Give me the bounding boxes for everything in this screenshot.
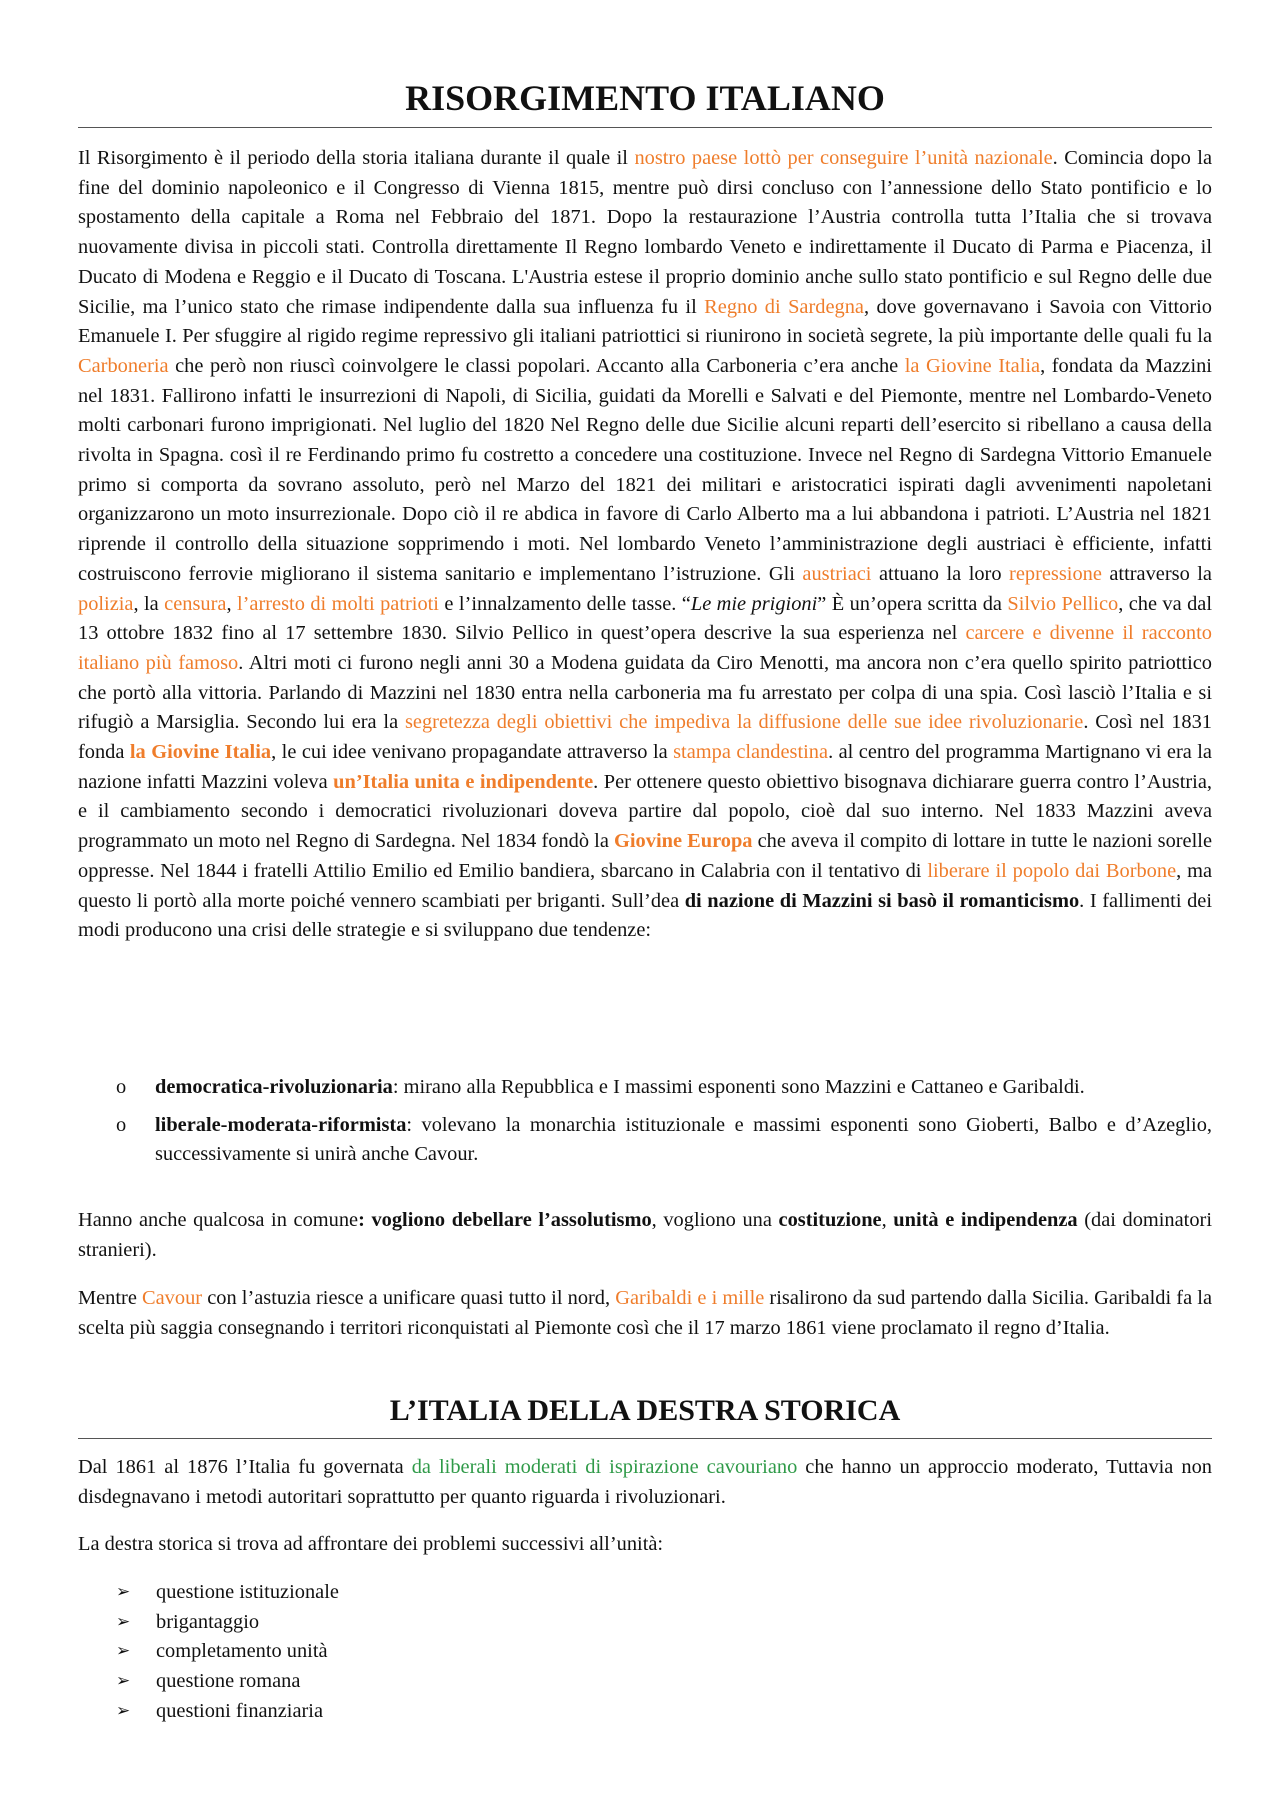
text-run: Silvio Pellico bbox=[1007, 592, 1119, 615]
text-run: . Così nel 1831 fonda bbox=[78, 711, 1213, 764]
text-run: stampa clandestina bbox=[673, 741, 829, 764]
text-run: Garibaldi e i mille bbox=[615, 1287, 765, 1309]
list-item bbox=[78, 1111, 1212, 1170]
text-run: repressione bbox=[1009, 562, 1102, 585]
text-run: carcere e divenne il racconto italiano più famoso bbox=[78, 622, 1212, 674]
text-run: , dove governavano i Savoia con Vittorio Emanuele I. Per sfuggire al rigido regime repressivo gli italiani patriottici si riunirono in società segrete, la più importante delle quali fu la bbox=[78, 295, 1212, 348]
list-item-text: brigantaggio bbox=[156, 1610, 260, 1633]
arrow-bullet-icon: ➢ bbox=[116, 1582, 131, 1602]
list-item-text: : mirano alla Repubblica e I massimi esponenti sono Mazzini e Cattaneo e Garibaldi. bbox=[392, 1076, 1085, 1098]
arrow-bullet-icon: ➢ bbox=[116, 1611, 131, 1632]
list-item-text: questione istituzionale bbox=[156, 1581, 339, 1603]
text-run: ” È un’opera scritta da bbox=[817, 592, 1008, 615]
text-run: Giovine Europa bbox=[614, 830, 753, 853]
text-run: risalirono da sud partendo dalla Sicilia. Garibaldi fa la scelta più saggia consegnando i territori riconquistati al Piemonte così che il 17 marzo 1861 viene proclamato il regno d’Italia. bbox=[78, 1287, 1212, 1339]
problems-list bbox=[78, 1578, 339, 1727]
text-run: , ma questo li portò alla morte poiché vennero scambiati per briganti. Sull’dea bbox=[78, 859, 1213, 912]
text-run: che hanno un approccio moderato, Tuttavia non disdegnavano i metodi autoritari soprattutto per quanto riguarda i rivoluzionari. bbox=[78, 1456, 1212, 1508]
text-run: unità e indipendenza bbox=[893, 1209, 1078, 1231]
text-run: che aveva il compito di lottare in tutte le nazioni sorelle oppresse. Nel 1844 i fratelli Attilio Emilio ed Emilio bandiera, sbarcano in Calabria con il tentativo di bbox=[78, 830, 1212, 882]
text-run: di nazione di Mazzini si basò il romanticismo bbox=[684, 889, 1080, 912]
circle-bullet-icon: o bbox=[116, 1076, 127, 1098]
cavour-garibaldi-paragraph bbox=[78, 1284, 1212, 1343]
text-run: Hanno anche qualcosa in comune bbox=[78, 1209, 359, 1231]
problems-intro: La destra storica si trova ad affrontare dei problemi successivi all’unità: bbox=[78, 1533, 664, 1555]
text-run: , le cui idee venivano propagandate attraverso la bbox=[271, 741, 674, 764]
destra-paragraph bbox=[78, 1453, 1212, 1512]
text-run: Il Risorgimento è il periodo della storia italiana durante il quale il bbox=[78, 147, 635, 169]
text-run: segretezza degli obiettivi che impediva la diffusione delle sue idee rivoluzionarie bbox=[405, 711, 1084, 734]
text-run: . al centro del programma Martignano vi era la nazione infatti Mazzini voleva bbox=[78, 741, 1212, 793]
tendenze-list bbox=[78, 1073, 1212, 1178]
list-item-text: questioni finanziaria bbox=[156, 1699, 324, 1722]
list-item bbox=[78, 1608, 339, 1638]
text-run: Regno di Sardegna bbox=[704, 295, 864, 318]
list-item-label: democratica-rivoluzionaria bbox=[155, 1076, 393, 1098]
text-run: l’arresto di molti patrioti bbox=[236, 592, 439, 615]
text-run: un’Italia unita e indipendente bbox=[333, 770, 594, 793]
text-run: , vogliono una bbox=[651, 1209, 779, 1231]
text-run: attraverso la bbox=[1101, 562, 1212, 585]
title-divider bbox=[78, 127, 1212, 128]
arrow-bullet-icon: ➢ bbox=[116, 1671, 131, 1692]
text-run: . Comincia dopo la fine del dominio napoleonico e il Congresso di Vienna 1815, mentre può dirsi concluso con l’annessione dello Stato pontificio e lo spostamento della capitale a Roma nel Febbraio del 1871. Dopo la restaurazione l’Austria controlla tutta l’Italia che si trovava nuovamente divisa in piccoli stati. Controlla direttamente Il Regno lombardo Veneto e indirettamente il Ducato di Parma e Piacenza, il Ducato di Modena e Reggio e il Ducato di Toscana. L'Austria estese il proprio dominio anche sullo stato pontificio e sul Regno delle due Sicilie, ma l’unico stato che rimase indipendente dalla sua influenza fu il bbox=[78, 147, 1212, 318]
text-run: , che va dal 13 ottobre 1832 fino al 17 settembre 1830. Silvio Pellico in quest’opera descrive la sua esperienza nel bbox=[78, 592, 1213, 645]
intro-paragraph bbox=[78, 144, 1212, 946]
text-run: Dal 1861 al 1876 l’Italia fu governata bbox=[78, 1456, 412, 1478]
list-item-label: liberale-moderata-riformista bbox=[155, 1113, 407, 1136]
text-run: con l’astuzia riesce a unificare quasi tutto il nord, bbox=[202, 1287, 616, 1309]
list-item bbox=[78, 1578, 339, 1608]
list-item bbox=[78, 1697, 339, 1727]
text-run: nostro paese lottò per conseguire l’unità nazionale bbox=[634, 147, 1053, 169]
text-run: la Giovine Italia bbox=[904, 354, 1041, 377]
text-run: , bbox=[226, 592, 237, 615]
text-run: , fondata da Mazzini nel 1831. Fallirono infatti le insurrezioni di Napoli, di Sicilia, guidati da Morelli e Salvati e del Piemonte, mentre nel Lombardo-Veneto molti carbonari furono imprigionati. Nel luglio del 1820 Nel Regno delle due Sicilie alcuni reparti dell’esercito si ribellano a causa della rivolta in Spagna. così il re Ferdinando primo fu costretto a concedere una costituzione. Invece nel Regno di Sardegna Vittorio Emanuele primo si comporta da sovrano assoluto, però nel Marzo del 1821 dei militari e aristocratici ispirati dagli avvenimenti napoletani organizzarono un moto insurrezionale. Dopo ciò il re abdica in favore di Carlo Alberto ma a lui abbandona i patrioti. L’Austria nel 1821 riprende il controllo della situazione sopprimendo i moti. Nel lombardo Veneto l’amministrazione degli austriaci è efficiente, infatti costruiscono ferrovie migliorano il sistema sanitario e implementano l’istruzione. Gli bbox=[78, 354, 1212, 585]
list-item bbox=[78, 1667, 339, 1697]
text-run: polizia bbox=[78, 592, 134, 615]
text-run: e l’innalzamento delle tasse. “ bbox=[438, 592, 691, 615]
text-run: costituzione bbox=[778, 1209, 882, 1231]
text-run: che però non riuscì coinvolgere le classi popolari. Accanto alla Carboneria c’era anche bbox=[168, 354, 905, 377]
text-run: la Giovine Italia bbox=[129, 741, 272, 764]
text-run: liberare il popolo dai Borbone bbox=[927, 859, 1177, 882]
list-item bbox=[78, 1073, 1212, 1103]
list-item-text: questione romana bbox=[156, 1670, 301, 1693]
text-run: Carboneria bbox=[78, 354, 169, 377]
section-divider bbox=[78, 1438, 1212, 1439]
page-title: RISORGIMENTO ITALIANO bbox=[405, 78, 885, 118]
text-run: . Per ottenere questo obiettivo bisognava dichiarare guerra contro l’Austria, e il cambiamento secondo i democratici rivoluzionari doveva partire dal popolo, cioè dal suo interno. Nel 1833 Mazzini aveva programmato un moto nel Regno di Sardegna. Nel 1834 fondò la bbox=[78, 770, 1212, 853]
circle-bullet-icon: o bbox=[116, 1113, 127, 1136]
text-run: (dai dominatori stranieri). bbox=[78, 1209, 1212, 1261]
text-run: , bbox=[881, 1209, 894, 1231]
text-run: da liberali moderati di ispirazione cavouriano bbox=[411, 1456, 798, 1478]
common-goals-paragraph bbox=[78, 1206, 1212, 1265]
text-run: censura bbox=[164, 592, 227, 615]
list-item-text: : volevano la monarchia istituzionale e massimi esponenti sono Gioberti, Balbo e d’Azeglio, successivamente si unirà anche Cavour. bbox=[155, 1113, 1212, 1166]
text-run: austriaci bbox=[802, 562, 872, 585]
text-run: , la bbox=[133, 592, 165, 615]
text-run: . Altri moti ci furono negli anni 30 a Modena guidata da Ciro Menotti, ma ancora non c’era quello spirito patriottico che portò alla vittoria. Parlando di Mazzini nel 1830 entra nella carboneria ma fu arrestato per colpa di una spia. Così lasciò l’Italia e si rifugiò a Marsiglia. Secondo lui era la bbox=[78, 651, 1213, 734]
text-run: . I fallimenti dei modi producono una crisi delle strategie e si sviluppano due tendenze: bbox=[78, 889, 1212, 942]
list-item-text: completamento unità bbox=[156, 1640, 328, 1663]
text-run: attuano la loro bbox=[871, 562, 1010, 585]
text-run: Mentre bbox=[78, 1287, 143, 1309]
arrow-bullet-icon: ➢ bbox=[116, 1641, 131, 1662]
text-run: : vogliono debellare l’assolutismo bbox=[358, 1209, 652, 1231]
text-run: Cavour bbox=[142, 1287, 203, 1309]
arrow-bullet-icon: ➢ bbox=[116, 1700, 131, 1721]
text-run: Le mie prigioni bbox=[690, 592, 818, 615]
list-item bbox=[78, 1637, 339, 1667]
section-title: L’ITALIA DELLA DESTRA STORICA bbox=[389, 1394, 901, 1427]
